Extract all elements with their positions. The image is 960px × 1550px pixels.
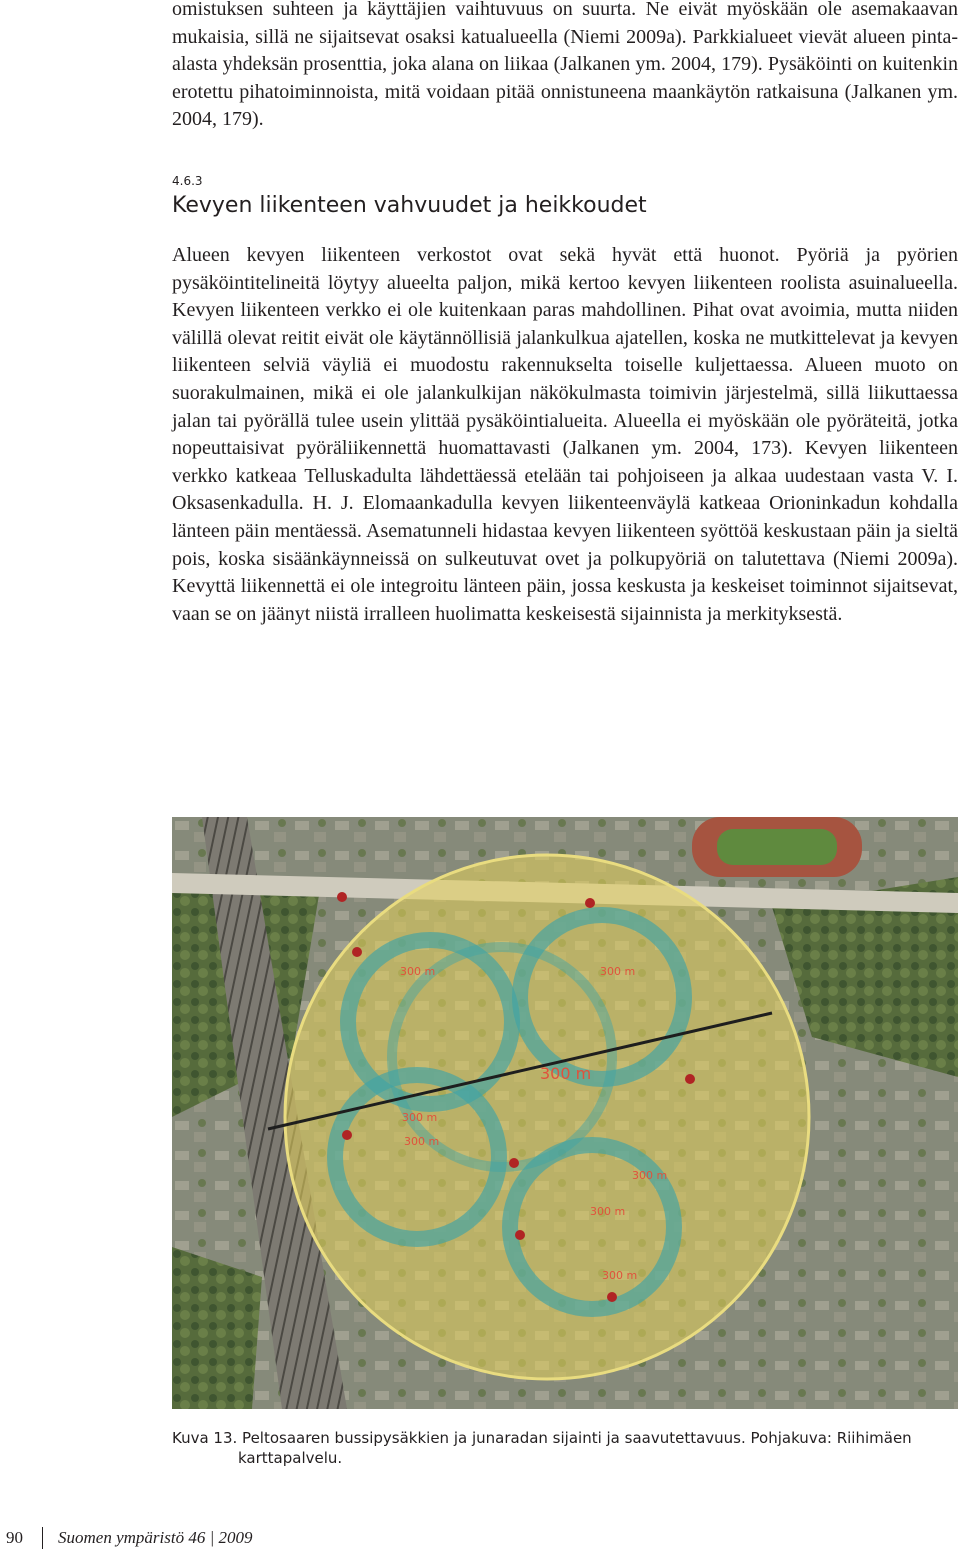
bus-stop-marker: [509, 1158, 519, 1168]
bus-stop-marker: [352, 947, 362, 957]
bus-stop-marker: [515, 1230, 525, 1240]
aerial-map-figure: [172, 817, 958, 1409]
figure-caption: Kuva 13. Peltosaaren bussipysäkkien ja junaradan sijainti ja saavutettavuus. Pohjakuva: Riihimäen karttapalvelu.: [172, 1429, 912, 1467]
aerial-map: [172, 817, 958, 1409]
bus-stop-marker: [585, 898, 595, 908]
distance-label: 300 m: [632, 1169, 668, 1182]
bus-stop-marker: [685, 1074, 695, 1084]
page-footer: [0, 1527, 300, 1549]
distance-label: 300 m: [600, 965, 636, 978]
distance-label: 300 m: [590, 1205, 626, 1218]
paragraph-main: Alueen kevyen liikenteen verkostot ovat sekä hyvät että huonot. Pyöriä ja pyörien pysäköintitelineitä löytyy alueelta paljon, mikä kertoo kevyen liikenteen roolista asuinalueella. Kevyen liikenteen verkko ei ole kuitenkaan paras mahdollinen. Pihat ovat avoimia, mutta niiden välillä olevat reitit eivät ole käytännöllisiä jalankulkua ajatellen, koska ne mutkittelevat ja kevyen liikenteen selviä väyliä ei muodostu rakennukselta toiselle kuljettaessa. Alueen muoto on suorakulmainen, mikä ei ole jalankulkijan näkökulmasta toimivin järjestelmä, sillä liikuttaessa jalan tai pyörällä tulee usein ylittää pysäköintialueita. Alueella ei myöskään ole pyöräteitä, jotka nopeuttaisivat pyöräliikennettä huomattavasti (Jalkanen ym. 2004, 173). Kevyen liikenteen verkko katkeaa Telluskadulta lähdettäessä etelään tai pohjoiseen ja alkaa uudestaan vasta V. I. Oksasenkadulla. H. J. Elomaankadulla kevyen liikenteenväylä katkeaa Orioninkadun kohdalla länteen päin mentäessä. Asematunneli hidastaa kevyen liikenteen syöttöä keskustaan päin ja sieltä pois, koska sisäänkäynneissä on sulkeutuvat ovet ja polkupyöriä on talutettava (Niemi 2009a). Kevyttä liikennettä ei ole integroitu länteen päin, jossa keskusta ja keskeiset toiminnot sijaitsevat, vaan se on jäänyt niistä irralleen huolimatta keskeisestä sijainnista ja merkityksestä.: [172, 244, 958, 625]
bus-stop-marker: [337, 892, 347, 902]
distance-label: 300 m: [602, 1269, 638, 1282]
footer-divider: [42, 1527, 43, 1549]
distance-label: 300 m: [540, 1064, 592, 1083]
page-number: 90: [6, 1528, 23, 1547]
paragraph-top: omistuksen suhteen ja käyttäjien vaihtuvuus on suurta. Ne eivät myöskään ole asemakaavan mukaisia, sillä ne sijaitsevat osaksi katualueella (Niemi 2009a). Parkkialueet vievät alueen pinta-alasta yhdeksän prosenttia, joka alana on liikaa (Jalkanen ym. 2004, 179). Pysäköinti on kuitenkin erotettu pihatoiminnoista, mitä voidaan pitää onnistuneena maankäytön ratkaisuna (Jalkanen ym. 2004, 179).: [172, 0, 958, 131]
journal-title: Suomen ympäristö 46 | 2009: [58, 1528, 253, 1547]
bus-stop-marker: [607, 1292, 617, 1302]
section-number: 4.6.3: [172, 174, 203, 188]
distance-label: 300 m: [400, 965, 436, 978]
distance-label: 300 m: [404, 1135, 440, 1148]
distance-label: 300 m: [402, 1111, 438, 1124]
bus-stop-marker: [342, 1130, 352, 1140]
section-title: Kevyen liikenteen vahvuudet ja heikkoudet: [172, 193, 647, 218]
